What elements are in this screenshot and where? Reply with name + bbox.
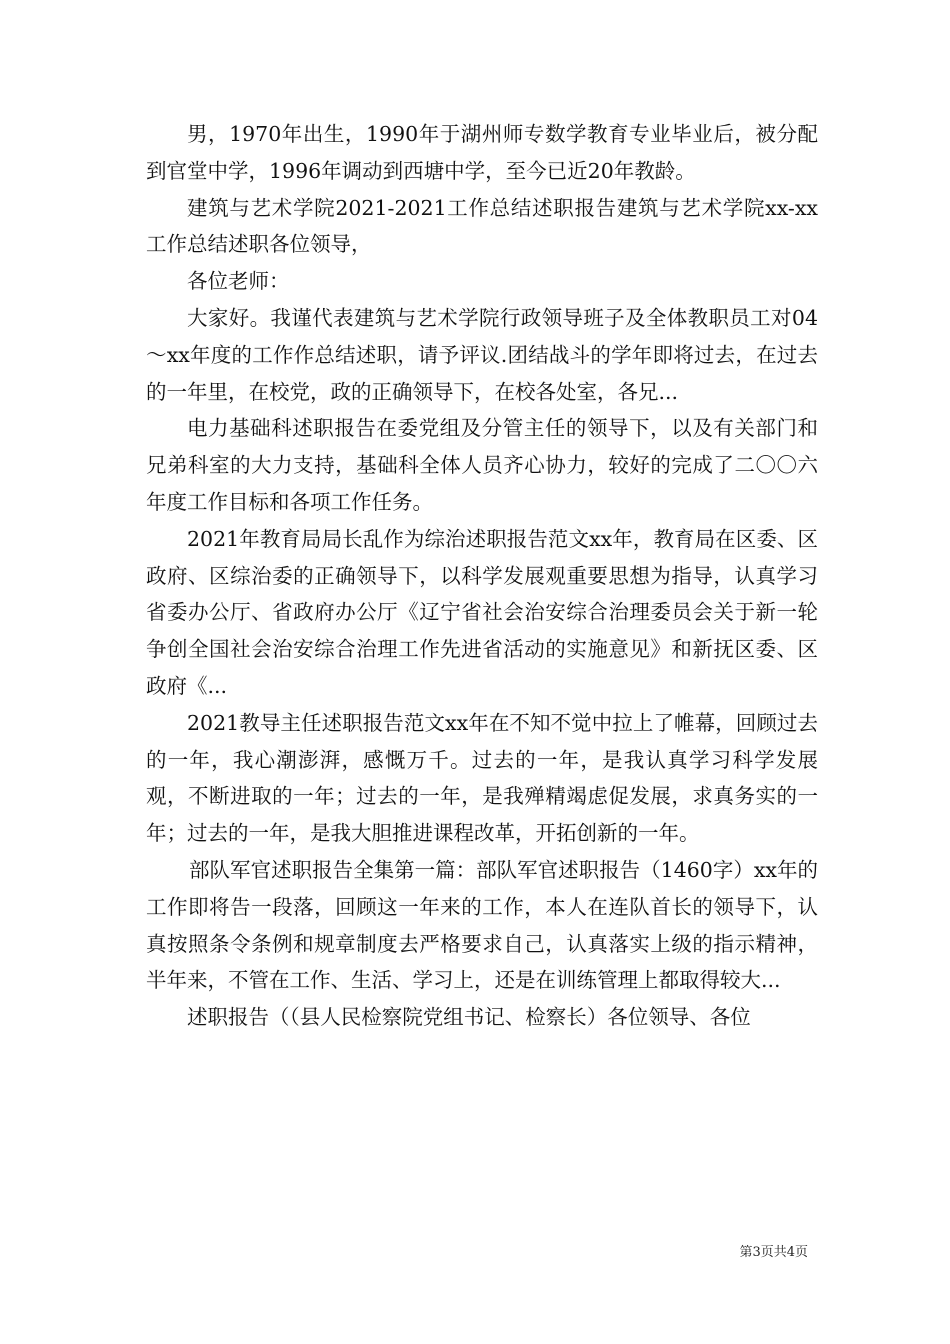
paragraph: 各位老师：	[187, 269, 290, 294]
paragraph: 电力基础科述职报告在委党组及分管主任的领导下，以及有关部门和兄弟科室的大力支持，基础科全体人员齐心协力，较好的完成了二〇〇六年度工作目标和各项工作任务。	[146, 416, 818, 514]
paragraph: 大家好。我谨代表建筑与艺术学院行政领导班子及全体教职员工对04～xx年度的工作作总结述职，请予评议.团结战斗的学年即将过去，在过去的一年里，在校党，政的正确领导下，在校各处室，各兄...	[146, 305, 818, 404]
paragraph: 2021教导主任述职报告范文xx年在不知不觉中拉上了帷幕，回顾过去的一年，我心潮澎湃，感慨万千。过去的一年，是我认真学习科学发展观，不断进取的一年；过去的一年，是我殚精竭虑促发展，求真务实的一年；过去的一年，是我大胆推进课程改革，开拓创新的一年。	[146, 710, 818, 846]
paragraph: 述职报告（（县人民检察院党组书记、检察长）各位领导、各位	[187, 1005, 751, 1030]
document-body	[146, 116, 818, 1036]
paragraph: 2021年教育局局长乱作为综治述职报告范文xx年，教育局在区委、区政府、区综治委的正确领导下，以科学发展观重要思想为指导，认真学习省委办公厅、省政府办公厅《辽宁省社会治安综合治理委员会关于新一轮争创全国社会治安综合治理工作先进省活动的实施意见》和新抚区委、区政府《...	[146, 526, 818, 698]
paragraph: 建筑与艺术学院2021-2021工作总结述职报告建筑与艺术学院xx-xx工作总结述职各位领导，	[146, 195, 818, 257]
page-number: 第3页共4页	[739, 1245, 808, 1260]
paragraph: 男，1970年出生，1990年于湖州师专数学教育专业毕业后，被分配到官堂中学，1996年调动到西塘中学，至今已近20年教龄。	[146, 122, 818, 183]
paragraph: 部队军官述职报告全集第一篇：部队军官述职报告（1460字）xx年的工作即将告一段落，回顾这一年来的工作，本人在连队首长的领导下，认真按照条令条例和规章制度去严格要求自己，认真落实上级的指示精神，半年来，不管在工作、生活、学习上，还是在训练管理上都取得较大...	[146, 857, 818, 993]
